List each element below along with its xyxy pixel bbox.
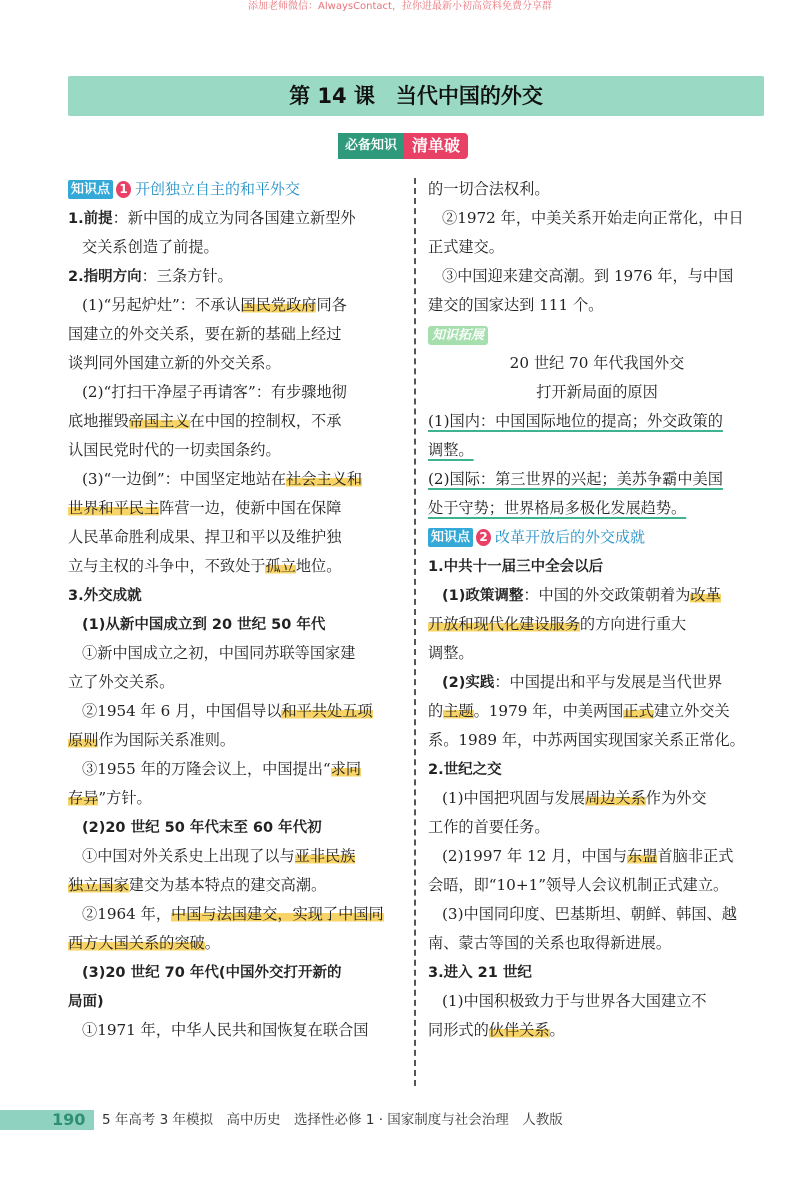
- text-line: [68, 668, 408, 697]
- text-span: (1)“另起炉灶”：不承认: [82, 296, 241, 314]
- watermark: 添加老师微信：AlwaysContact，拉你进最新小初高资料免费分享群: [248, 1, 552, 12]
- text-span: ③1955 年的万隆会议上，中国提出“: [82, 760, 331, 778]
- text-span: 交关系创造了前提。: [82, 238, 219, 256]
- text-line: [428, 784, 766, 813]
- highlight-term: 正式: [623, 702, 654, 720]
- text-span: 同形式的: [428, 1021, 489, 1039]
- heading-term: 1.前提: [68, 211, 113, 227]
- extension-header: [428, 320, 766, 349]
- text-line: [428, 871, 766, 900]
- text-line: [428, 987, 766, 1016]
- text-span: 同各: [316, 296, 347, 314]
- text-line: [428, 726, 766, 755]
- text-line: [68, 320, 408, 349]
- highlight-term: 国民党政府: [240, 296, 317, 314]
- text-span: 正式建交。: [428, 238, 504, 256]
- text-span: 作为国际关系准则。: [98, 731, 236, 749]
- text-line: [428, 262, 766, 291]
- text-line: [68, 610, 408, 639]
- text-line: [428, 291, 766, 320]
- text-span: 地位。: [295, 557, 342, 575]
- text-span: (2)“打扫干净屋子再请客”：有步骤地彻: [82, 383, 347, 401]
- text-line: [68, 958, 408, 987]
- highlight-term: 原则: [68, 731, 99, 749]
- text-span: 在中国的控制权，不承: [189, 412, 342, 430]
- subheading: (2)20 世纪 50 年代末至 60 年代初: [82, 820, 322, 836]
- text-line: [68, 494, 408, 523]
- text-line: [68, 291, 408, 320]
- text-line: [68, 697, 408, 726]
- text-line: [68, 349, 408, 378]
- text-span: 打开新局面的原因: [536, 383, 658, 401]
- text-span: 调整。: [428, 644, 474, 662]
- text-line: [428, 175, 766, 204]
- text-line: [68, 204, 408, 233]
- text-line: [68, 842, 408, 871]
- text-span: (3)中国同印度、巴基斯坦、朝鲜、韩国、越: [442, 905, 737, 923]
- text-span: 国建立的外交关系，要在新的基础上经过: [68, 325, 342, 343]
- highlight-term: 伙伴关系: [488, 1021, 550, 1039]
- text-span: 立与主权的斗争中，不致处于: [68, 557, 266, 575]
- text-span: ：三条方针。: [141, 267, 233, 285]
- footer-book-info: 5 年高考 3 年模拟 高中历史 选择性必修 1 · 国家制度与社会治理 人教版: [102, 1112, 563, 1128]
- highlight-term: 社会主义和: [286, 470, 363, 488]
- text-span: 20 世纪 70 年代我国外交: [509, 354, 685, 372]
- knowledge-point-tag: 知识点: [68, 180, 113, 199]
- text-span: ①新中国成立之初，中国同苏联等国家建: [82, 644, 356, 662]
- text-span: 的: [428, 702, 444, 720]
- text-line: [68, 523, 408, 552]
- text-line: [68, 639, 408, 668]
- lesson-title: 第 14 课 当代中国的外交: [289, 84, 543, 108]
- text-line: [428, 697, 766, 726]
- text-line: [68, 755, 408, 784]
- text-span: ②1954 年 6 月，中国倡导以: [82, 702, 282, 720]
- text-span: ”方针。: [98, 789, 152, 807]
- text-span: 谈判同外国建立新的外交关系。: [68, 354, 281, 372]
- text-span: ①1971 年，中华人民共和国恢复在联合国: [82, 1021, 369, 1039]
- text-span: 底地摧毁: [68, 412, 129, 430]
- text-line: [428, 813, 766, 842]
- highlight-term: 求同: [330, 760, 362, 778]
- text-line: [428, 465, 766, 494]
- subheading: 局面): [68, 994, 104, 1010]
- text-span: 建交为基本特点的建交高潮。: [128, 876, 327, 894]
- text-line: [428, 233, 766, 262]
- text-line: [428, 610, 766, 639]
- text-span: 建交的国家达到 111 个。: [428, 296, 604, 314]
- text-line: [68, 871, 408, 900]
- text-span: ：中国提出和平与发展是当代世界: [494, 673, 723, 691]
- text-line: [68, 233, 408, 262]
- text-span: 认国民党时代的一切卖国条约。: [68, 441, 281, 459]
- text-line: [68, 378, 408, 407]
- subheading: (2)实践: [442, 675, 495, 691]
- text-line: [428, 494, 766, 523]
- text-line: [68, 929, 408, 958]
- heading-term: 2.指明方向: [68, 269, 142, 285]
- text-line: [68, 813, 408, 842]
- section-badge-right: 清单破: [404, 133, 468, 159]
- highlight-term: 和平共处五项: [281, 702, 373, 720]
- text-span: ：新中国的成立为同各国建立新型外: [112, 209, 356, 227]
- text-span: 阵营一边，使新中国在保障: [159, 499, 342, 517]
- knowledge-point-1-header: [68, 175, 408, 204]
- text-span: (1)中国积极致力于与世界各大国建立不: [442, 992, 707, 1010]
- underlined-text: (1)国内：中国国际地位的提高；外交政策的: [428, 412, 723, 430]
- highlight-term: 独立国家: [68, 876, 129, 894]
- lesson-title-bar: [68, 76, 764, 116]
- page-number: 190: [52, 1110, 86, 1129]
- text-span: 南、蒙古等国的关系也取得新进展。: [428, 934, 671, 952]
- underlined-text: (2)国际：第三世界的兴起；美苏争霸中美国: [428, 470, 723, 488]
- text-line: [68, 1016, 408, 1045]
- heading-term: 1.中共十一届三中全会以后: [428, 559, 604, 575]
- text-line: [68, 987, 408, 1016]
- text-line: [428, 842, 766, 871]
- text-span: 系。1989 年，中苏两国实现国家关系正常化。: [428, 731, 745, 749]
- text-span: (2)1997 年 12 月，中国与: [442, 847, 628, 865]
- text-span: 建立外交关: [653, 702, 730, 720]
- highlight-term: 帝国主义: [128, 412, 190, 430]
- text-span: ②1972 年，中美关系开始走向正常化，中日: [442, 209, 744, 227]
- text-span: (1)中国把巩固与发展: [442, 789, 586, 807]
- text-span: ：中国的外交政策朝着为: [523, 586, 691, 604]
- right-column: [428, 175, 766, 1045]
- text-span: ③中国迎来建交高潮。到 1976 年，与中国: [442, 267, 734, 285]
- left-column: [68, 175, 408, 1045]
- column-divider: [414, 178, 416, 1086]
- underlined-text: 处于守势；世界格局多极化发展趋势。: [428, 499, 687, 517]
- text-span: 。: [549, 1021, 565, 1039]
- heading-term: 2.世纪之交: [428, 762, 502, 778]
- text-span: 。: [204, 934, 220, 952]
- text-line: [68, 262, 408, 291]
- highlight-term: 中国与法国建交，实现了中国同: [171, 905, 384, 923]
- text-line: [68, 784, 408, 813]
- subheading: (1)政策调整: [442, 588, 524, 604]
- subheading: (3)20 世纪 70 年代(中国外交打开新的: [82, 965, 342, 981]
- text-line: [428, 958, 766, 987]
- text-line: [428, 436, 766, 465]
- knowledge-point-tag: 知识点: [428, 528, 473, 547]
- text-span: 人民革命胜利成果、捍卫和平以及维护独: [68, 528, 342, 546]
- text-line: [428, 900, 766, 929]
- text-span: 会晤，即“10+1”领导人会议机制正式建立。: [428, 876, 729, 894]
- text-line: [68, 552, 408, 581]
- knowledge-point-title: 改革开放后的外交成就: [495, 528, 646, 546]
- subheading: (1)从新中国成立到 20 世纪 50 年代: [82, 617, 326, 633]
- text-line: [428, 929, 766, 958]
- highlight-term: 亚非民族: [294, 847, 356, 865]
- section-badge-left: 必备知识: [338, 133, 404, 159]
- text-span: (3)“一边倒”：中国坚定地站在: [82, 470, 287, 488]
- section-badge: [338, 133, 468, 159]
- text-line: [428, 1016, 766, 1045]
- highlight-term: 改革: [690, 586, 721, 604]
- highlight-term: 存异: [68, 789, 99, 807]
- heading-term: 3.进入 21 世纪: [428, 965, 532, 981]
- text-line: [428, 668, 766, 697]
- extension-title: [428, 349, 766, 378]
- text-line: [428, 204, 766, 233]
- text-line: [428, 581, 766, 610]
- text-span: 首脑非正式: [657, 847, 734, 865]
- knowledge-point-title: 开创独立自主的和平外交: [135, 180, 301, 198]
- text-span: ②1964 年，: [82, 905, 172, 923]
- text-span: ①中国对外关系史上出现了以与: [82, 847, 295, 865]
- text-line: [428, 639, 766, 668]
- text-line: [428, 407, 766, 436]
- text-line: [68, 900, 408, 929]
- heading-term: 3.外交成就: [68, 588, 142, 604]
- text-span: 。1979 年，中美两国: [473, 702, 624, 720]
- text-line: [68, 436, 408, 465]
- underlined-text: 调整。: [428, 441, 474, 459]
- text-line: [428, 755, 766, 784]
- text-span: 的一切合法权利。: [428, 180, 550, 198]
- text-line: [428, 552, 766, 581]
- text-line: [68, 726, 408, 755]
- highlight-term: 周边关系: [585, 789, 646, 807]
- knowledge-point-number: 2: [476, 529, 491, 546]
- highlight-term: 东盟: [627, 847, 658, 865]
- highlight-term: 孤立: [265, 557, 296, 575]
- text-line: [68, 581, 408, 610]
- text-span: 立了外交关系。: [68, 673, 175, 691]
- knowledge-point-2-header: [428, 523, 766, 552]
- extension-title: [428, 378, 766, 407]
- highlight-term: 世界和平民主: [68, 499, 160, 517]
- highlight-term: 主题: [443, 702, 474, 720]
- extension-tag: 知识拓展: [428, 326, 488, 345]
- text-span: 的方向进行重大: [579, 615, 687, 633]
- text-span: 工作的首要任务。: [428, 818, 550, 836]
- text-line: [68, 465, 408, 494]
- highlight-term: 西方大国关系的突破: [68, 934, 205, 952]
- knowledge-point-number: 1: [116, 181, 131, 198]
- highlight-term: 开放和现代化建设服务: [428, 615, 580, 633]
- text-line: [68, 407, 408, 436]
- text-span: 作为外交: [645, 789, 707, 807]
